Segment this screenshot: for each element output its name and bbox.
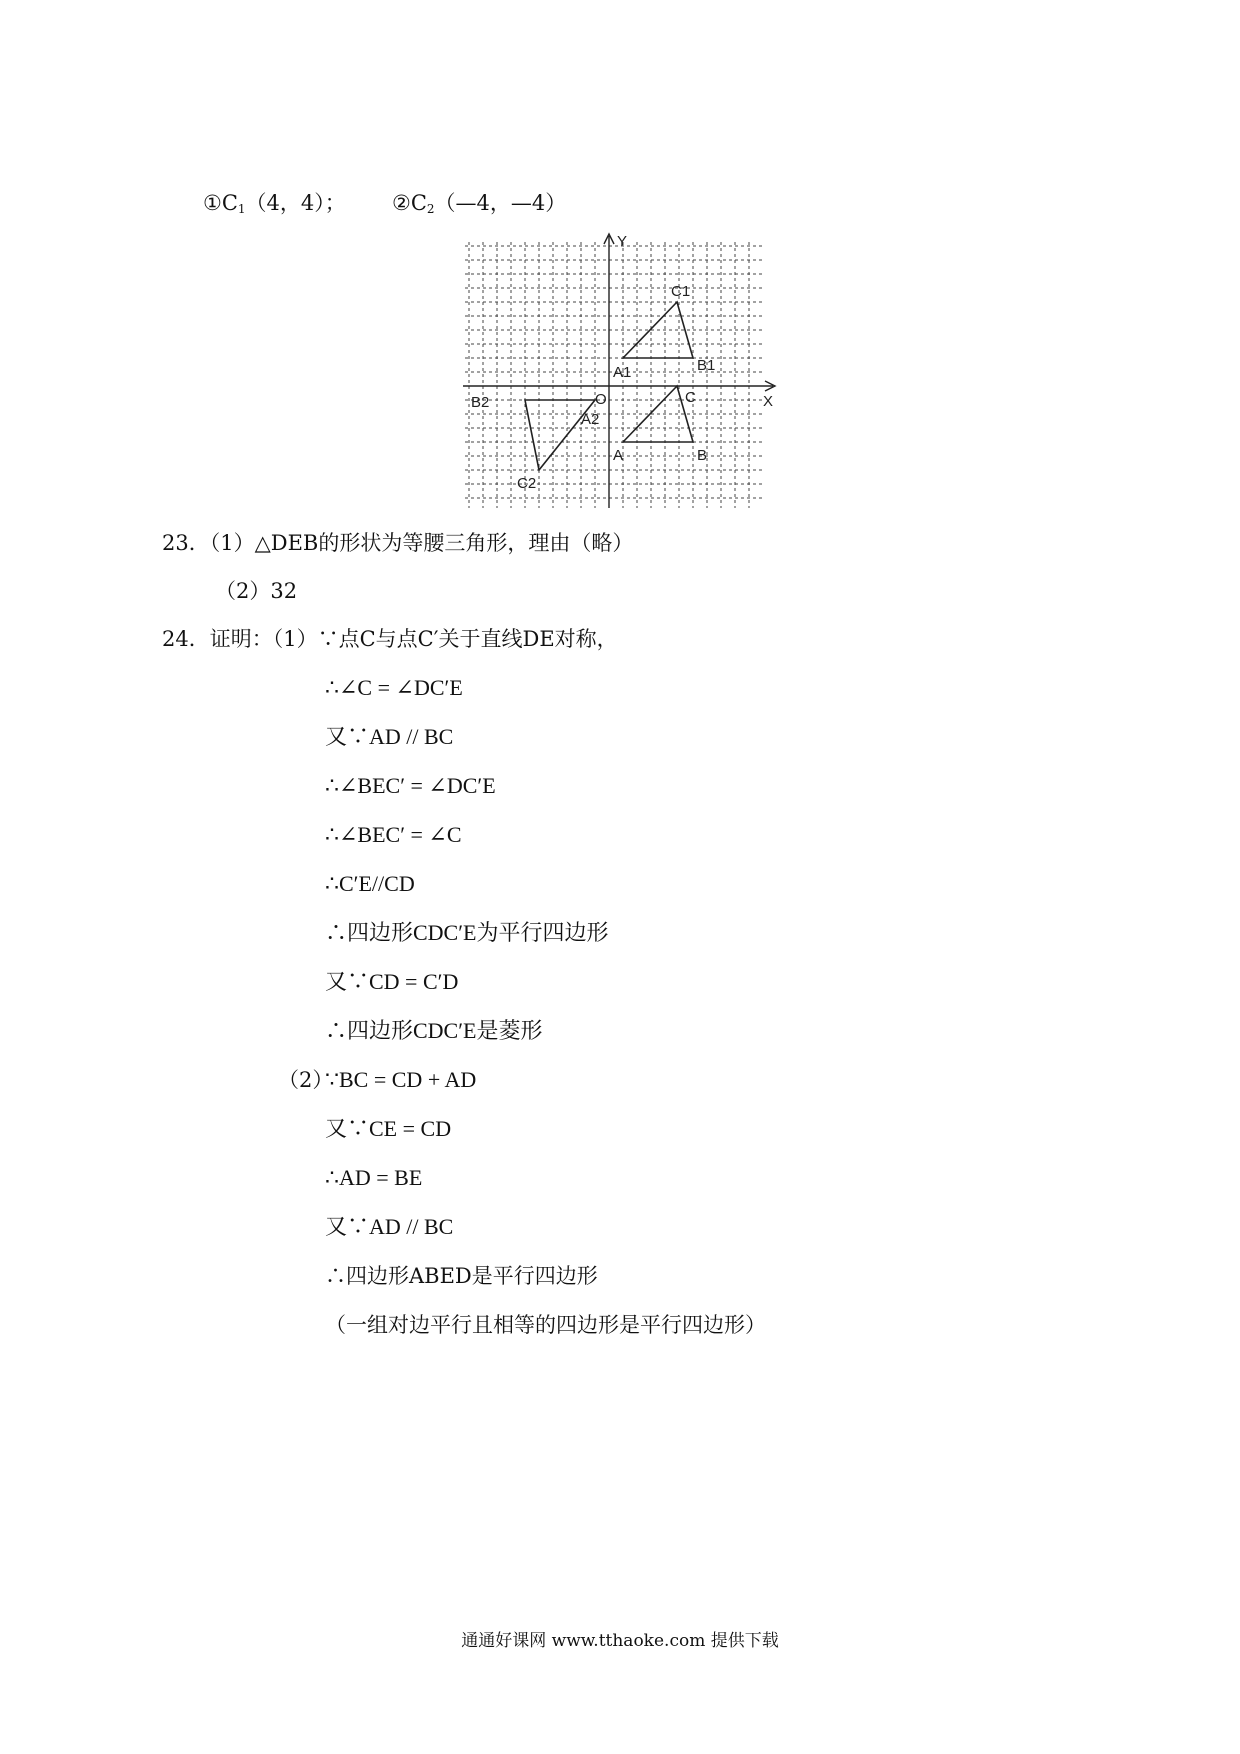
proof2-line-2: 又∵CE = CD — [325, 1116, 452, 1141]
origin-label: O — [595, 391, 607, 408]
label-c1: C1 — [671, 283, 691, 300]
proof-line-7: 又∵CD = C′D — [325, 969, 459, 994]
proof2-line-3: ∴AD = BE — [325, 1165, 423, 1190]
q22-c1-answer — [203, 190, 346, 222]
label-c: C — [685, 389, 696, 406]
page-footer: 通通好课网 www.tthaoke.com 提供下载 — [461, 1631, 779, 1651]
proof2-line-6: （一组对边平行且相等的四边形是平行四边形） — [325, 1313, 766, 1337]
axis-y-label: Y — [617, 233, 628, 250]
coordinate-grid-figure — [463, 232, 783, 514]
label-c2: C2 — [517, 475, 537, 492]
proof-line-1: ∴∠C = ∠DC′E — [325, 675, 463, 700]
label-b2: B2 — [471, 394, 490, 411]
label-a1: A1 — [613, 364, 632, 381]
proof-line-2: 又∵AD // BC — [325, 724, 454, 749]
c1-sub: 1 — [237, 202, 246, 216]
q23-part1: 23．（1）△DEB的形状为等腰三角形，理由（略） — [162, 531, 634, 555]
axis-x-label: X — [763, 393, 774, 410]
proof-line-8: ∴四边形CDC′E是菱形 — [325, 1018, 543, 1043]
c1-label: ①C — [203, 191, 238, 215]
proof2-line-1: ∵BC = CD + AD — [325, 1067, 477, 1092]
figure-labels — [471, 233, 773, 492]
q23-part2: （2）32 — [215, 579, 298, 603]
label-a2: A2 — [581, 411, 600, 428]
q24-part2-label: （2） — [278, 1068, 334, 1092]
q22-c2-answer — [392, 190, 566, 222]
q24-heading: 24．证明：（1）∵点C与点C′关于直线DE对称， — [162, 627, 618, 651]
label-b1: B1 — [697, 357, 716, 374]
c2-coord: （—4，—4） — [434, 191, 567, 215]
proof2-line-4: 又∵AD // BC — [325, 1214, 454, 1239]
proof-line-5: ∴C′E//CD — [325, 871, 415, 896]
c2-label: ②C — [392, 191, 427, 215]
proof-line-3: ∴∠BEC′ = ∠DC′E — [325, 773, 496, 798]
c1-coord: （4，4）； — [245, 191, 346, 215]
c2-sub: 2 — [426, 202, 435, 216]
proof-line-4: ∴∠BEC′ = ∠C — [325, 822, 462, 847]
proof2-line-5: ∴四边形ABED是平行四边形 — [325, 1264, 598, 1288]
label-a: A — [613, 447, 624, 464]
label-b: B — [697, 447, 708, 464]
proof-line-6: ∴四边形CDC′E为平行四边形 — [325, 920, 609, 945]
